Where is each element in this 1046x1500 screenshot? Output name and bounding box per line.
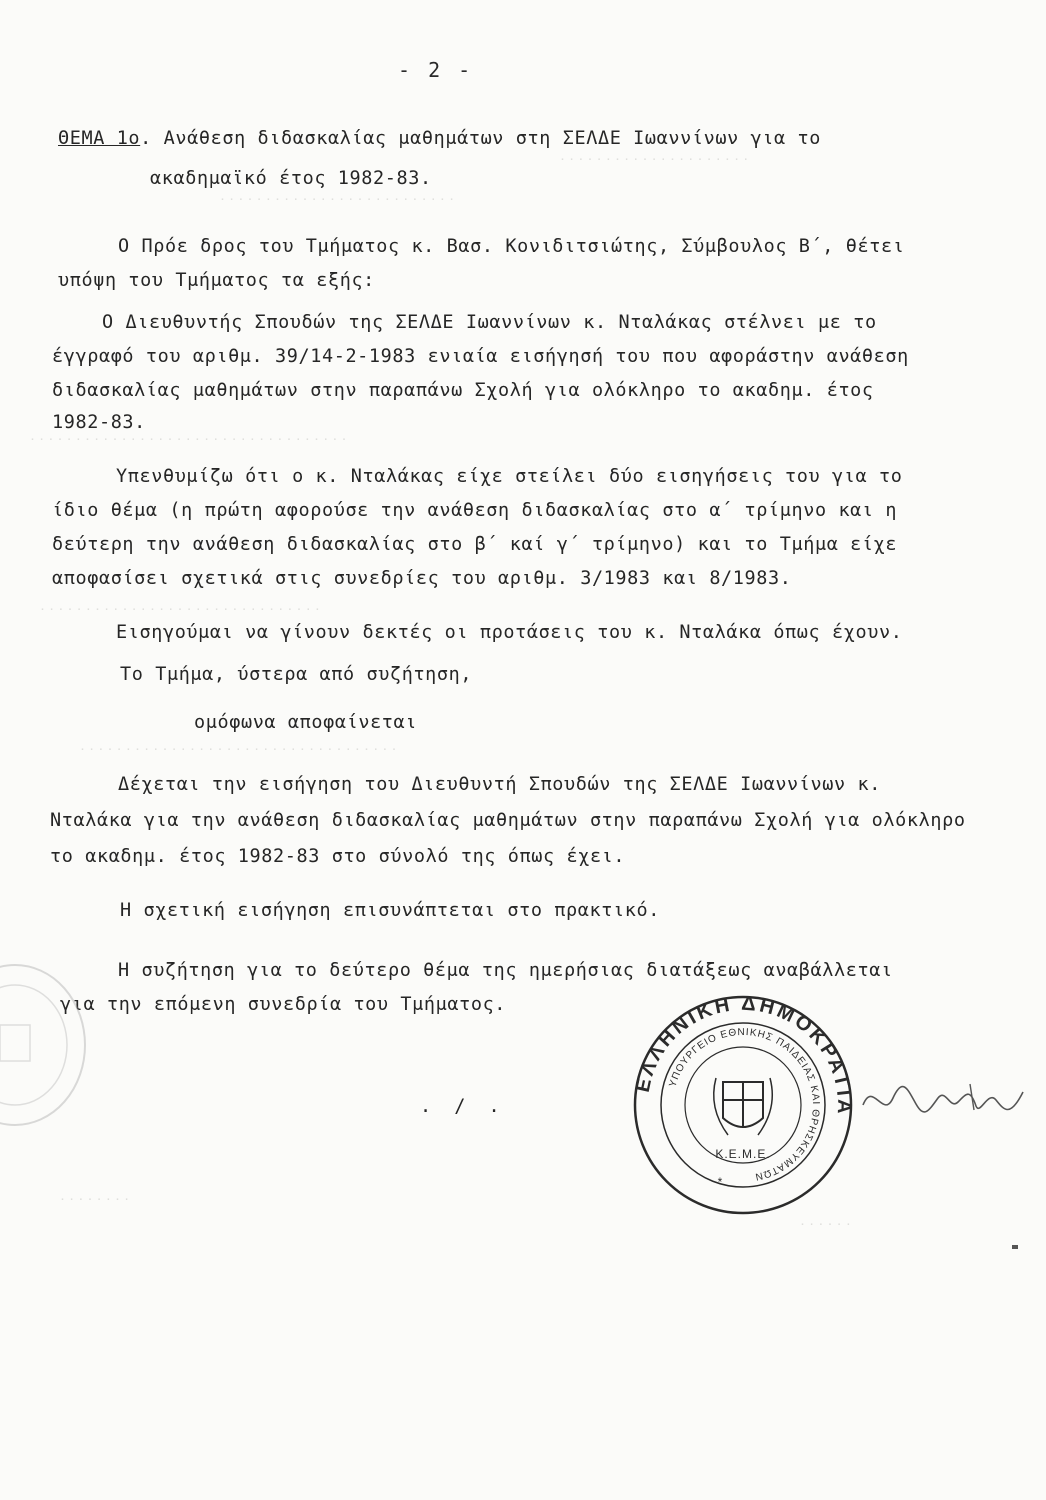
body-line: για την επόμενη συνεδρία του Τμήματος.: [60, 994, 507, 1015]
svg-text:*: *: [717, 1175, 723, 1189]
mark: [1012, 1245, 1018, 1249]
official-stamp-icon: [628, 990, 858, 1220]
svg-text:ΥΠΟΥΡΓΕΙΟ ΕΘΝΙΚΗΣ ΠΑΙΔΕΙΑΣ ΚΑΙ: ΥΠΟΥΡΓΕΙΟ ΕΘΝΙΚΗΣ ΠΑΙΔΕΙΑΣ ΚΑΙ ΘΡΗΣΚΕΥΜΑΤΩΝ: [667, 1026, 822, 1183]
body-line: υπόψη του Τμήματος τα εξής:: [58, 270, 375, 291]
bleed-through-text: · · · · · · · · · · · · · · · · · · · · · · · · · · · · · · · · · · ·: [30, 430, 347, 447]
bleed-through-text: · · · · · · · · · · · · · · · · · · · · ·: [560, 150, 749, 167]
bleed-through-text: · · · · · · · · · · · · · · · · · · · · · · · · · · · · · · · · · · ·: [80, 740, 397, 757]
body-line: Εισηγούμαι να γίνουν δεκτές οι προτάσεις του κ. Νταλάκα όπως έχουν.: [116, 622, 903, 643]
svg-text:ΕΛΛΗΝΙΚΗ ΔΗΜΟΚΡΑΤΙΑ: ΕΛΛΗΝΙΚΗ ΔΗΜΟΚΡΑΤΙΑ: [631, 992, 856, 1118]
bleed-through-text: · · · · · · · ·: [60, 1190, 130, 1207]
body-line: αποφασίσει σχετικά στις συνεδρίες του αριθμ. 3/1983 και 8/1983.: [52, 568, 792, 589]
body-line: διδασκαλίας μαθημάτων στην παραπάνω Σχολή για ολόκληρο το ακαδημ. έτος: [52, 380, 874, 401]
body-line: το ακαδημ. έτος 1982-83 στο σύνολό της όπως έχει.: [50, 846, 626, 867]
body-line: Το Τμήμα, ύστερα από συζήτηση,: [120, 664, 473, 685]
faint-seal-icon: [0, 960, 90, 1130]
page-number: - 2 -: [398, 58, 474, 82]
resolution-heading: ομόφωνα αποφαίνεται: [194, 712, 418, 733]
body-line: έγγραφό του αριθμ. 39/14-2-1983 ενιαία εισήγησή του που αφοράστην ανάθεση: [52, 346, 909, 367]
subject-title-line1: . Ανάθεση διδασκαλίας μαθημάτων στη ΣΕΛΔΕ Ιωαννίνων για το: [140, 128, 821, 149]
body-line: Η συζήτηση για το δεύτερο θέμα της ημερήσιας διατάξεως αναβάλλεται: [118, 960, 893, 981]
bleed-through-text: · · · · · · · · · · · · · · · · · · · · · · · · · ·: [220, 190, 455, 207]
body-line: Νταλάκα για την ανάθεση διδασκαλίας μαθημάτων στην παραπάνω Σχολή για ολόκληρο: [50, 810, 966, 831]
subject-label: ΘΕΜΑ 1ο: [58, 128, 141, 149]
bleed-through-text: · · · · · · · · · · · · · · · · · · · · · · · · · · · · · · ·: [40, 600, 320, 617]
svg-text:Κ.Ε.Μ.Ε.: Κ.Ε.Μ.Ε.: [715, 1147, 771, 1161]
body-line: δεύτερη την ανάθεση διδασκαλίας στο β΄ καί γ΄ τρίμηνο) και το Τμήμα είχε: [52, 534, 898, 555]
body-line: Δέχεται την εισήγηση του Διευθυντή Σπουδών της ΣΕΛΔΕ Ιωαννίνων κ.: [118, 774, 881, 795]
body-line: ίδιο θέμα (η πρώτη αφορούσε την ανάθεση διδασκαλίας στο α΄ τρίμηνο και η: [52, 500, 898, 521]
body-line: Ο Διευθυντής Σπουδών της ΣΕΛΔΕ Ιωαννίνων κ. Νταλάκας στέλνει με το: [102, 312, 877, 333]
body-line: Υπενθυμίζω ότι ο κ. Νταλάκας είχε στείλει δύο εισηγήσεις του για το: [116, 466, 903, 487]
signature-icon: [858, 1070, 1028, 1130]
body-line: 1982-83.: [52, 412, 146, 433]
subject-heading: [58, 128, 821, 149]
subject-title-line2: ακαδημαϊκό έτος 1982-83.: [150, 168, 432, 189]
body-line: Η σχετική εισήγηση επισυνάπτεται στο πρακτικό.: [120, 900, 660, 921]
bleed-through-text: · · · · · ·: [800, 1215, 851, 1232]
body-line: Ο Πρόε δρος του Τμήματος κ. Βασ. Κονιδιτσιώτης, Σύμβουλος Β΄, θέτει: [118, 236, 905, 257]
end-mark: . / .: [420, 1096, 506, 1117]
